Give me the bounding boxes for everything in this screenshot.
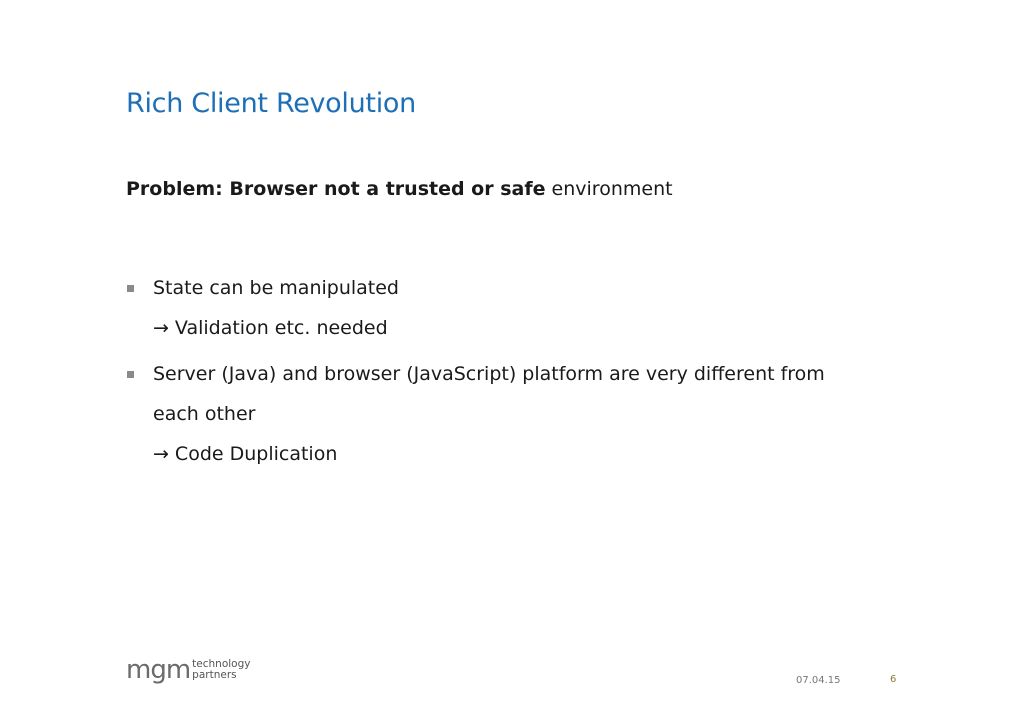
- bullet-result-text: Code Duplication: [174, 443, 338, 465]
- right-arrow-icon: →: [153, 317, 169, 339]
- bullet-result: [153, 434, 906, 474]
- logo-subtitle: [192, 659, 250, 683]
- problem-rest-text: environment: [545, 178, 673, 200]
- page-number: 6: [890, 674, 897, 685]
- bullet-result: [153, 308, 906, 348]
- problem-statement: [126, 178, 673, 200]
- logo-line-partners: partners: [192, 669, 237, 681]
- bullet-text: Server (Java) and browser (JavaScript) platform are very different from: [153, 363, 825, 385]
- bullet-text: State can be manipulated: [153, 277, 399, 299]
- logo-mgm-text: mgm: [126, 655, 191, 685]
- slide-title: Rich Client Revolution: [126, 88, 416, 120]
- footer-date: 07.04.15: [796, 675, 841, 686]
- bullet-text-continued: each other: [153, 403, 256, 425]
- list-item: [126, 268, 906, 348]
- square-bullet-icon: [127, 285, 134, 292]
- square-bullet-icon: [127, 371, 134, 378]
- bullet-result-text: Validation etc. needed: [174, 317, 388, 339]
- right-arrow-icon: →: [153, 443, 169, 465]
- company-logo: [126, 657, 250, 683]
- bullet-list: [126, 268, 906, 480]
- problem-bold-text: Problem: Browser not a trusted or safe: [126, 178, 546, 200]
- logo-line-technology: technology: [192, 658, 251, 670]
- list-item: [126, 354, 906, 474]
